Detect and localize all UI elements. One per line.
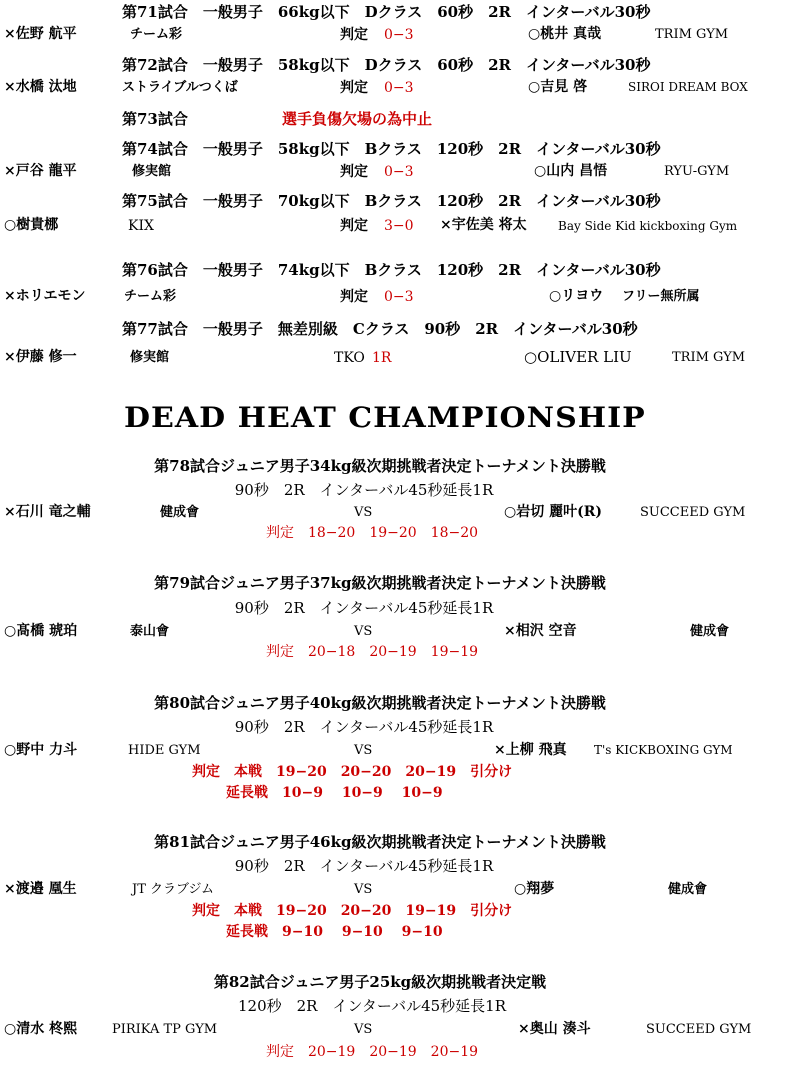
- match80-rules: 90秒 2R インターバル45秒延長1R: [234, 718, 494, 736]
- match82-header: 第82試合ジュニア男子25kg級次期挑戦者決定戦: [213, 973, 547, 991]
- match74-header: 第74試合 一般男子 58kg以下 Bクラス 120秒 2R インターバル30秒: [122, 140, 661, 158]
- match76-header: 第76試合 一般男子 74kg以下 Bクラス 120秒 2R インターバル30秒: [122, 261, 661, 279]
- match79-left-gym: 泰山會: [130, 624, 170, 639]
- match82-rules: 120秒 2R インターバル45秒延長1R: [237, 997, 507, 1015]
- match81-left-fighter: ×渡邉 凰生: [4, 881, 77, 897]
- match72-right-fighter: ○吉見 啓: [528, 79, 588, 95]
- match79-vs: VS: [354, 624, 373, 639]
- match82-right-gym: SUCCEED GYM: [646, 1022, 752, 1037]
- match76-left-fighter: ×ホリエモン: [4, 288, 86, 304]
- match74-right-fighter: ○山内 昌悟: [534, 163, 608, 179]
- match78-right-fighter: ○岩切 麗叶(R): [504, 504, 602, 520]
- match80-left-fighter: ○野中 力斗: [4, 742, 78, 758]
- match78-vs: VS: [354, 505, 373, 520]
- match80-vs: VS: [354, 743, 373, 758]
- match73-header: 第73試合: [122, 110, 188, 128]
- match80-header: 第80試合ジュニア男子40kg級次期挑戦者決定トーナメント決勝戦: [154, 694, 606, 712]
- match74-left-fighter: ×戸谷 龍平: [4, 163, 77, 179]
- match81-judge-main: 判定 本戦 19−20 20−20 19−19 引分け: [192, 903, 513, 919]
- match73-cancel-note: 選手負傷欠場の為中止: [282, 110, 433, 128]
- match82-right-fighter: ×奥山 湊斗: [518, 1021, 591, 1037]
- match82-judge: 判定 20−19 20−19 20−19: [265, 1044, 479, 1060]
- match82-left-fighter: ○清水 柊熙: [4, 1021, 78, 1037]
- match81-judge-extra: 延長戦 9−10 9−10 9−10: [226, 924, 443, 940]
- match77-right-fighter: ○OLIVER LIU: [524, 348, 632, 366]
- match78-header: 第78試合ジュニア男子34kg級次期挑戦者決定トーナメント決勝戦: [154, 457, 606, 475]
- match80-right-fighter: ×上柳 飛真: [494, 742, 567, 758]
- match79-right-fighter: ×相沢 空音: [504, 623, 577, 639]
- match74-right-gym: RYU-GYM: [664, 164, 730, 179]
- match74-judge-label: 判定: [340, 164, 368, 180]
- match71-right-fighter: ○桃井 真哉: [528, 26, 602, 42]
- match81-left-gym: JT クラブジム: [132, 882, 214, 897]
- match74-score: 0−3: [384, 164, 414, 180]
- match75-header: 第75試合 一般男子 70kg以下 Bクラス 120秒 2R インターバル30秒: [122, 192, 661, 210]
- match82-left-gym: PIRIKA TP GYM: [112, 1022, 218, 1037]
- match71-left-gym: チーム彩: [130, 27, 183, 42]
- match72-left-gym: ストライブルつくば: [122, 80, 238, 95]
- match76-left-gym: チーム彩: [124, 289, 177, 304]
- match75-right-gym: Bay Side Kid kickboxing Gym: [558, 219, 738, 233]
- match76-score: 0−3: [384, 289, 414, 305]
- match78-left-fighter: ×石川 竜之輔: [4, 504, 91, 520]
- match72-score: 0−3: [384, 80, 414, 96]
- match72-left-fighter: ×水橋 汰地: [4, 79, 77, 95]
- match79-left-fighter: ○髙橋 琥珀: [4, 623, 78, 639]
- match77-left-gym: 修実館: [130, 350, 170, 365]
- match80-right-gym: T's KICKBOXING GYM: [594, 743, 733, 757]
- match81-header: 第81試合ジュニア男子46kg級次期挑戦者決定トーナメント決勝戦: [154, 833, 606, 851]
- match75-judge-label: 判定: [340, 218, 368, 234]
- match77-left-fighter: ×伊藤 修一: [4, 349, 77, 365]
- match72-judge-label: 判定: [340, 80, 368, 96]
- match78-left-gym: 健成會: [160, 505, 200, 520]
- match71-left-fighter: ×佐野 航平: [4, 26, 77, 42]
- match77-right-gym: TRIM GYM: [672, 350, 746, 365]
- match71-right-gym: TRIM GYM: [655, 27, 729, 42]
- match71-score: 0−3: [384, 27, 414, 43]
- match81-right-gym: 健成會: [668, 882, 708, 897]
- match76-right-gym: フリー無所属: [622, 289, 700, 304]
- match77-score: 1R: [372, 350, 392, 366]
- match72-header: 第72試合 一般男子 58kg以下 Dクラス 60秒 2R インターバル30秒: [122, 56, 651, 74]
- match75-left-fighter: ○樹貴梛: [4, 217, 59, 233]
- match71-header: 第71試合 一般男子 66kg以下 Dクラス 60秒 2R インターバル30秒: [122, 3, 651, 21]
- match72-right-gym: SIROI DREAM BOX: [628, 80, 748, 94]
- match81-rules: 90秒 2R インターバル45秒延長1R: [234, 857, 494, 875]
- match80-left-gym: HIDE GYM: [128, 743, 201, 758]
- match81-right-fighter: ○翔夢: [514, 881, 555, 897]
- match79-rules: 90秒 2R インターバル45秒延長1R: [234, 599, 494, 617]
- match76-right-fighter: ○リヨウ: [549, 288, 604, 304]
- match75-left-gym: KIX: [128, 218, 154, 234]
- match77-judge-label: TKO: [334, 350, 365, 366]
- match74-left-gym: 修実館: [132, 164, 172, 179]
- match81-vs: VS: [354, 882, 373, 897]
- match78-rules: 90秒 2R インターバル45秒延長1R: [234, 481, 494, 499]
- match71-judge-label: 判定: [340, 27, 368, 43]
- match79-right-gym: 健成會: [690, 624, 730, 639]
- match80-judge-extra: 延長戦 10−9 10−9 10−9: [226, 785, 443, 801]
- match79-judge: 判定 20−18 20−19 19−19: [265, 644, 479, 660]
- match80-judge-main: 判定 本戦 19−20 20−20 20−19 引分け: [192, 764, 513, 780]
- event-title: DEAD HEAT CHAMPIONSHIP: [124, 402, 646, 435]
- match77-header: 第77試合 一般男子 無差別級 Cクラス 90秒 2R インターバル30秒: [122, 320, 638, 338]
- match79-header: 第79試合ジュニア男子37kg級次期挑戦者決定トーナメント決勝戦: [154, 574, 606, 592]
- match75-score: 3−0: [384, 218, 414, 234]
- match78-right-gym: SUCCEED GYM: [640, 505, 746, 520]
- match78-judge: 判定 18−20 19−20 18−20: [265, 525, 479, 541]
- match76-judge-label: 判定: [340, 289, 368, 305]
- match82-vs: VS: [354, 1022, 373, 1037]
- match75-right-fighter: ×宇佐美 将太: [440, 217, 527, 233]
